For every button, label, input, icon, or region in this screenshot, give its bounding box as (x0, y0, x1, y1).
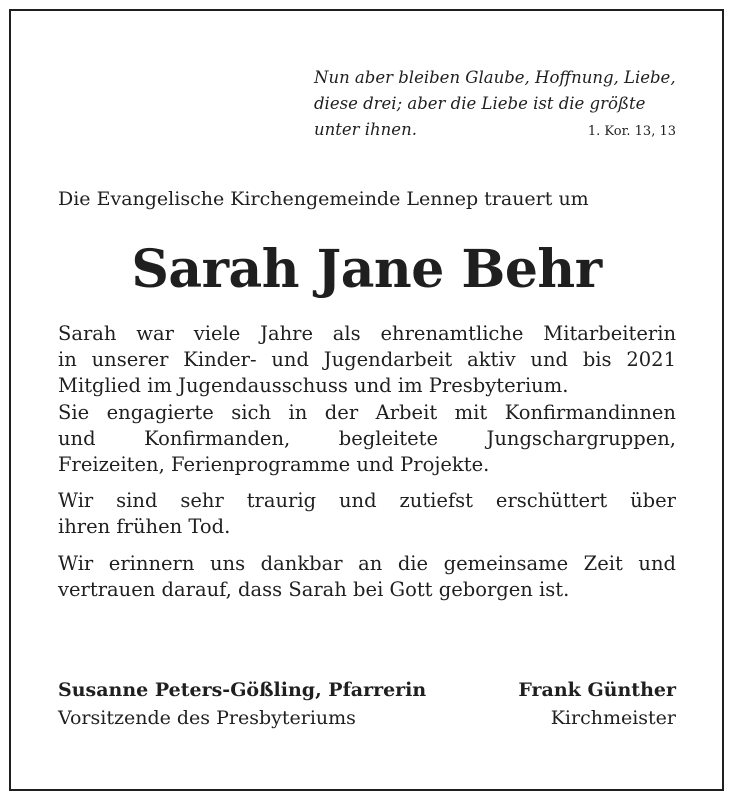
paragraph-tribute (58, 321, 676, 478)
deceased-name: Sarah Jane Behr (131, 239, 602, 300)
verse-line: diese drei; aber die Liebe ist die größte (314, 94, 646, 113)
text-line: Sie engagierte sich in der Arbeit mit Konfirmandinnen (58, 400, 676, 424)
signatory-name: Susanne Peters-Gößling, Pfarrerin (58, 679, 427, 701)
signatory-role: Kirchmeister (550, 707, 676, 729)
text-line: Wir erinnern uns dankbar an die gemeinsame Zeit und (58, 551, 676, 575)
verse-line: Nun aber bleiben Glaube, Hoffnung, Liebe, (314, 68, 676, 87)
obituary-notice (9, 9, 724, 791)
text-line: vertrauen darauf, dass Sarah bei Gott geborgen ist. (58, 577, 570, 601)
signatory-name: Frank Günther (518, 679, 676, 701)
signature-right (518, 676, 676, 732)
text-line: Sarah war viele Jahre als ehrenamtliche Mitarbeiterin (58, 322, 676, 345)
text-line: ihren frühen Tod. (58, 515, 231, 539)
text-line: in unserer Kinder- und Jugendarbeit aktiv und bis 2021 (58, 348, 676, 372)
verse-reference: 1. Kor. 13, 13 (587, 124, 676, 139)
bible-verse (314, 65, 676, 145)
text-line: und Konfirmanden, begleitete Jungschargruppen, (58, 426, 676, 450)
paragraph-gratitude (58, 551, 676, 603)
verse-last-line (314, 117, 676, 145)
text-line: Freizeiten, Ferienprogramme und Projekte. (58, 453, 490, 477)
obituary-body (58, 321, 676, 613)
signature-left (58, 676, 426, 732)
verse-line: unter ihnen. (314, 120, 417, 139)
intro-text: Die Evangelische Kirchengemeinde Lennep trauert um (58, 188, 589, 210)
signatures (58, 676, 676, 732)
text-line: Wir sind sehr traurig und zutiefst erschüttert über (58, 489, 676, 513)
text-line: Mitglied im Jugendausschuss und im Presbyterium. (58, 374, 569, 398)
signatory-role: Vorsitzende des Presbyteriums (58, 707, 356, 729)
paragraph-grief (58, 488, 676, 540)
